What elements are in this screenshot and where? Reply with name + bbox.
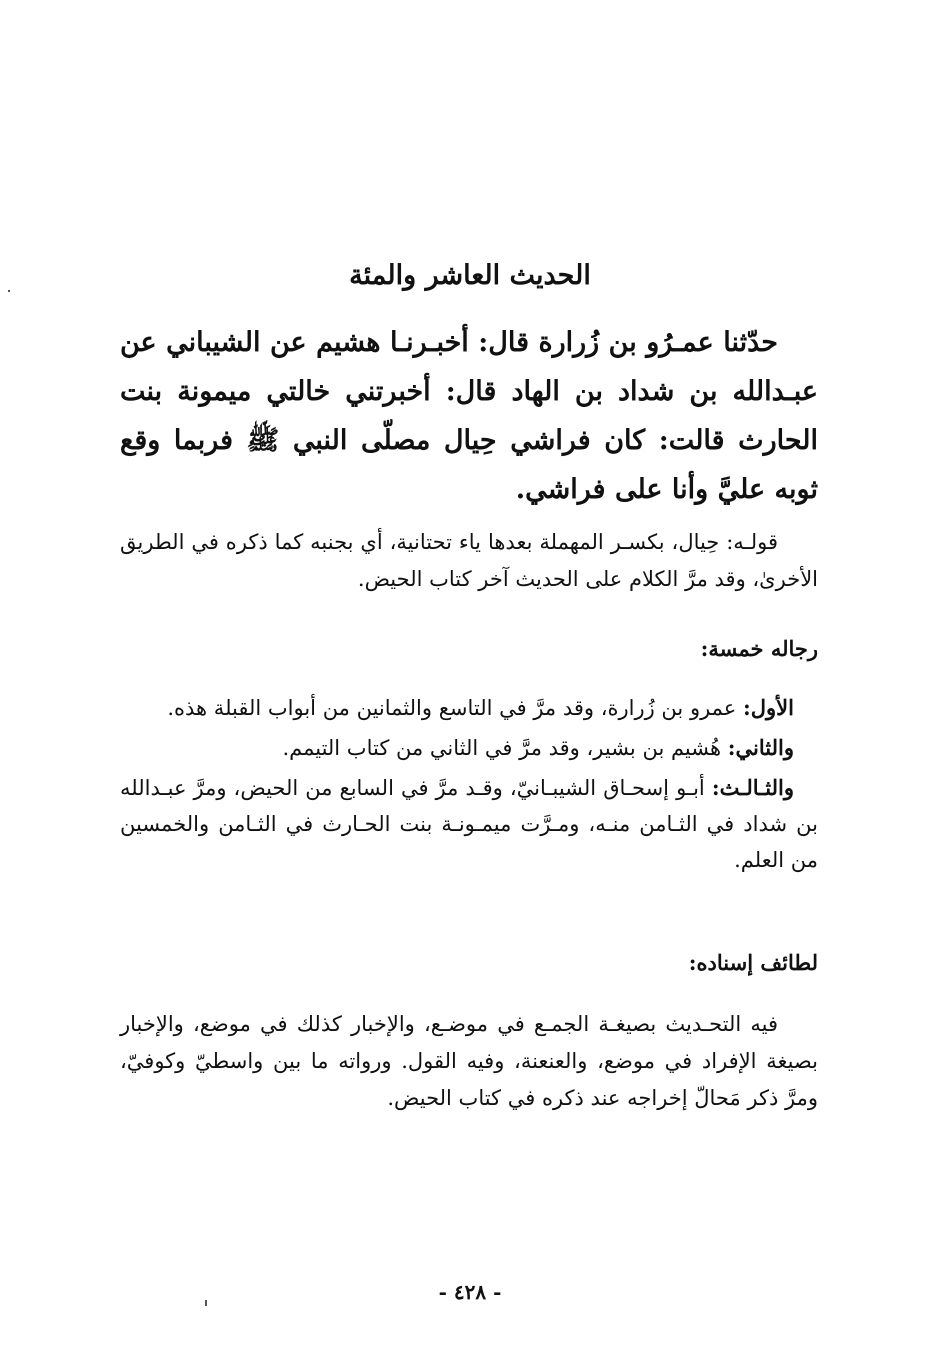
rijal-heading: رجاله خمسة: <box>700 636 818 661</box>
narrator-item <box>120 690 818 726</box>
scan-speck <box>8 290 10 292</box>
narrators-list <box>120 690 818 882</box>
narrator-ordinal: والثاني: <box>727 735 794 760</box>
commentary-paragraph: قولـه: حِيال، بكسـر المهملة بعدها ياء تحتانية، أي بجنبه كما ذكره في الطريق الأخرىٰ، وقد مرَّ الكلام على الحديث آخر كتاب الحيض. <box>120 530 818 591</box>
lataif-paragraph: فيه التحـديث بصيغـة الجمـع في موضـع، والإخبار كذلك في موضع، والإخبار بصيغة الإفراد في موضع، والعنعنة، وفيه القول. ورواته ما بين واسطيّ وكوفيّ، ومرَّ ذكر مَحالّ إخراجه عند ذكره في كتاب الحيض. <box>120 1012 818 1110</box>
hadith-title: الحديث العاشر والمئة <box>349 260 591 291</box>
narrator-text: عمرو بن زُرارة، وقد مرَّ في التاسع والثمانين من أبواب القبلة هذه. <box>167 696 737 720</box>
hadith-text: حدّثنا عمـرُو بن زُرارة قال: أخبـرنـا هشيم عن الشيباني عن عبـدالله بن شداد بن الهاد قال: أخبرتني خالتي ميمونة بنت الحارث قالت: كان فراشي حِيال مصلّى النبي ﷺ فربما وقع ثوبه عليَّ وأنا على فراشي. <box>120 327 818 505</box>
page-number: - ٤٢٨ - <box>438 1280 502 1304</box>
scan-speck <box>205 1300 207 1306</box>
lataif-heading: لطائف إسناده: <box>688 950 818 975</box>
narrator-item <box>120 770 818 878</box>
narrator-ordinal: الأول: <box>743 695 794 720</box>
narrator-text: أبـو إسحـاق الشيبـانيّ، وقـد مرَّ في السابع من الحيض، ومرَّ عبـدالله بن شداد في الثـامن منـه، ومـرَّت ميمـونـة بنت الحـارث في الثـامن والخمسين من العلم. <box>120 776 818 872</box>
narrator-text: هُشيم بن بشير، وقد مرَّ في الثاني من كتاب التيمم. <box>282 736 722 760</box>
narrator-ordinal: والثـالـث: <box>711 775 794 800</box>
narrator-item <box>120 730 818 766</box>
